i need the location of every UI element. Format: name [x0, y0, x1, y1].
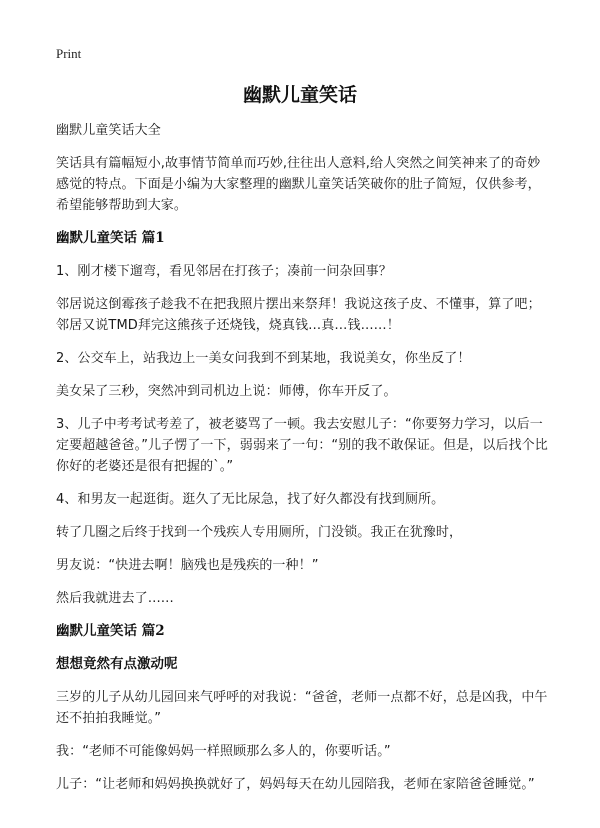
article-body — [56, 120, 552, 807]
print-link[interactable]: Print — [56, 46, 82, 61]
paragraph: 4、和男友一起逛街。逛久了无比尿急，找了好久都没有找到厕所。 — [56, 492, 445, 507]
section-heading-2: 幽默儿童笑话 篇2 — [56, 623, 165, 639]
paragraph: 邻居说这倒霉孩子趁我不在把我照片摆出来祭拜！我说这孩子皮、不懂事，算了吧；邻居又说TMD拜完这熊孩子还烧钱，烧真钱…真…钱……！ — [56, 297, 541, 333]
intro-paragraph: 笑话具有篇幅短小,故事情节简单而巧妙,往往出人意料,给人突然之间笑神来了的奇妙感觉的特点。下面是小编为大家整理的幽默儿童笑话笑破你的肚子简短，仅供参考，希望能够帮助到大家。 — [56, 156, 541, 213]
paragraph: 儿子：“让老师和妈妈换换就好了，妈妈每天在幼儿园陪我，老师在家陪爸爸睡觉。” — [56, 777, 535, 792]
paragraph: 三岁的儿子从幼儿园回来气呼呼的对我说：“爸爸，老师一点都不好，总是凶我，中午还不拍拍我睡觉。” — [56, 690, 548, 726]
article-subtitle: 幽默儿童笑话大全 — [56, 123, 161, 138]
paragraph: 2、公交车上，站我边上一美女问我到不到某地，我说美女，你坐反了！ — [56, 351, 471, 366]
paragraph: 我：“老师不可能像妈妈一样照顾那么多人的，你要听话。” — [56, 744, 391, 759]
paragraph: 男友说：“快进去啊！脑残也是残疾的一种！” — [56, 558, 319, 573]
section-heading-1: 幽默儿童笑话 篇1 — [56, 230, 165, 246]
paragraph: 3、儿子中考考试考差了，被老婆骂了一顿。我去安慰儿子：“你要努力学习，以后一定要超越爸爸。”儿子愣了一下，弱弱来了一句：“别的我不敢保证。但是，以后找个比你好的老婆还是很有把握的`。” — [56, 417, 548, 474]
section-subheading: 想想竟然有点激动呢 — [56, 656, 178, 672]
paragraph: 美女呆了三秒，突然冲到司机边上说：师傅，你车开反了。 — [56, 384, 397, 399]
paragraph: 然后我就进去了…… — [56, 591, 174, 606]
paragraph: 1、刚才楼下遛弯，看见邻居在打孩子；凑前一问杂回事？ — [56, 264, 392, 279]
page-title: 幽默儿童笑话 — [242, 84, 357, 106]
paragraph: 转了几圈之后终于找到一个残疾人专用厕所，门没锁。我正在犹豫时， — [56, 525, 463, 540]
